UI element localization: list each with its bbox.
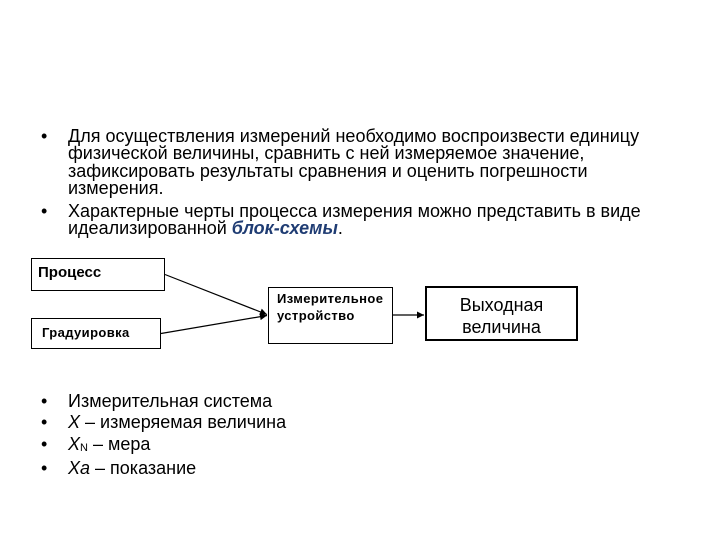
bullet-item-measurement-definition [41, 128, 641, 198]
process-label: Процесс [38, 264, 102, 281]
bullet-text-line: Для осуществления измерений необходимо воспроизвести единицу [68, 126, 640, 146]
legend-text: Измерительная система [68, 391, 273, 411]
legend-bullet-list [41, 391, 286, 479]
output-value-label-line: Выходная [459, 294, 544, 315]
output-value-label-line: величина [462, 316, 541, 337]
legend-symbol: Xa [68, 457, 91, 478]
legend-text [68, 434, 150, 458]
bullet-marker: • [41, 391, 48, 411]
legend-description: – измеряемая величина [80, 412, 287, 433]
bullet-marker: • [41, 457, 48, 478]
bullet-text [68, 200, 641, 239]
bullet-text-line [68, 220, 641, 237]
legend-symbol: X [68, 433, 81, 454]
legend-symbol-subscript: N [80, 441, 88, 454]
bullet-marker: • [41, 126, 48, 146]
legend-item-measuring-system [41, 391, 286, 412]
emphasized-term: блок-схемы [231, 218, 338, 239]
process-block [31, 258, 165, 291]
bullet-text-fragment: идеализированной [68, 218, 232, 239]
bullet-text-line: физической величины, сравнить с ней измеряемое значение, [68, 143, 585, 164]
bullet-text [68, 128, 639, 198]
measuring-device-block [268, 287, 393, 344]
output-value-block [425, 286, 578, 341]
legend-item-measure [41, 434, 286, 458]
legend-description: – мера [87, 433, 151, 454]
bullet-text-line: зафиксировать результаты сравнения и оценить погрешности [68, 160, 588, 181]
legend-text [68, 458, 196, 479]
measuring-device-label-line: Измерительное [277, 291, 384, 306]
legend-symbol: X [68, 412, 81, 433]
legend-item-measured-value [41, 412, 286, 433]
intro-bullet-list [41, 128, 641, 237]
measuring-device-label-line: устройство [277, 308, 355, 323]
bullet-item-block-diagram [41, 200, 641, 239]
bullet-marker: • [41, 412, 48, 433]
bullet-text-line: измерения. [68, 178, 164, 199]
calibration-block [31, 318, 161, 349]
legend-description: – показание [90, 457, 197, 478]
bullet-text-line: Характерные черты процесса измерения можно представить в виде [68, 200, 641, 221]
arrow-process-to-device [165, 275, 267, 315]
bullet-marker: • [41, 200, 48, 221]
legend-item-reading [41, 458, 286, 479]
bullet-text-fragment: . [337, 218, 343, 239]
bullet-marker: • [41, 433, 48, 454]
calibration-label: Градуировка [42, 325, 130, 340]
legend-text [68, 412, 286, 433]
arrow-calibration-to-device [161, 316, 267, 334]
